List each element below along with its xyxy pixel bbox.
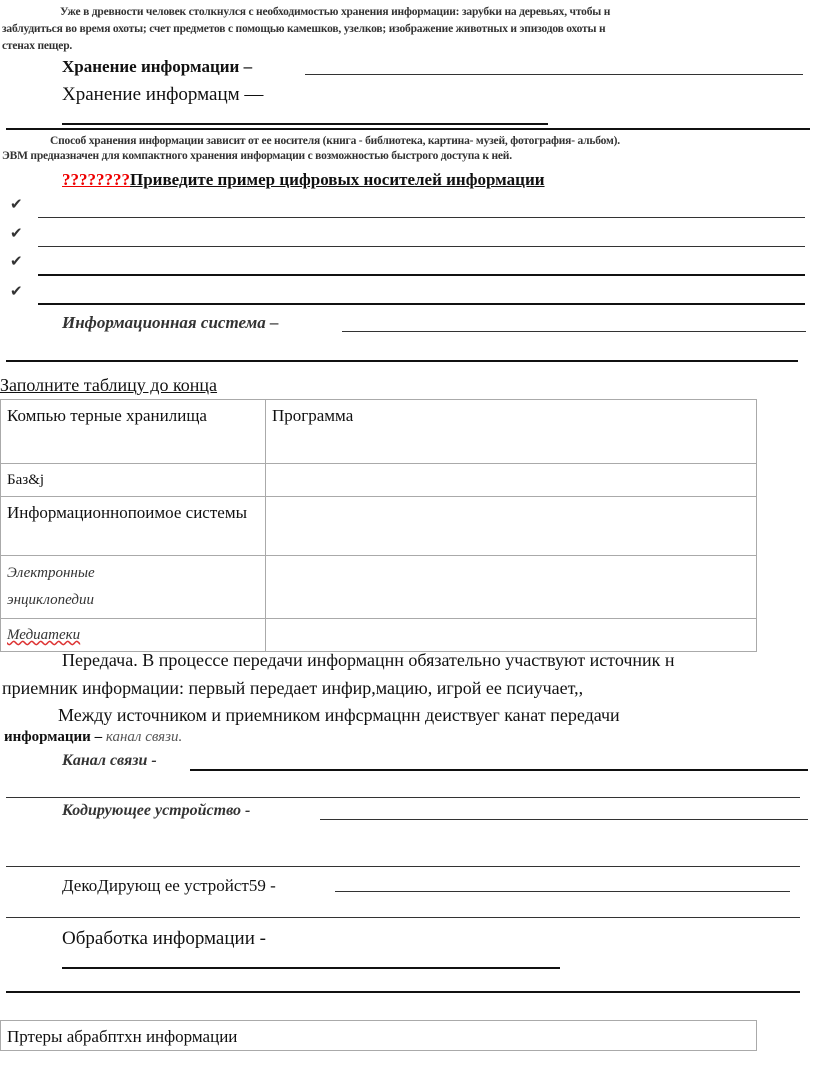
decoder-label: ДекоДирующ ее устройст59 - (62, 876, 276, 895)
answer-line[interactable] (38, 274, 805, 276)
table-row (1, 464, 757, 497)
blank-line (6, 797, 800, 798)
transfer-line-2: приемник информации: первый передает инфир,мацию, игрой ее псиучает,, (2, 678, 584, 698)
blank-line (190, 769, 808, 771)
examples-label: Пртеры абрабптхн информации (7, 1027, 238, 1046)
blank-line (6, 917, 800, 918)
blank-line (320, 819, 808, 820)
storage-text: Хранение информацм — (62, 84, 264, 105)
processing-label: Обработка информации - (62, 928, 266, 949)
checkmark-icon: ✔ (10, 254, 23, 270)
header-cell: Программа (266, 400, 757, 464)
transfer-line-1: Передача. В процессе передачи информацнн обязательно участвуют источник н (62, 650, 675, 670)
intro-line-2: заблудиться во время охоты; счет предметов с помощью камешков, узелков; изображение животных и эпизодов охоты н (2, 23, 606, 35)
storage-heading: Хранение информации – (62, 57, 253, 76)
storage-table (0, 399, 757, 652)
checkmark-icon: ✔ (10, 226, 23, 242)
blank-line (6, 991, 800, 993)
transfer-italic: канал связи. (105, 729, 183, 745)
blank-line (6, 360, 798, 362)
examples-box (0, 1020, 757, 1051)
blank-line (305, 74, 803, 75)
blank-line (6, 866, 800, 867)
empty-cell[interactable] (266, 619, 757, 652)
blank-line (6, 128, 810, 130)
empty-cell[interactable] (266, 556, 757, 619)
answer-line[interactable] (38, 303, 805, 305)
question-marks: ???????? (62, 170, 130, 189)
table-header-row (1, 400, 757, 464)
channel-label: Канал связи - (62, 752, 157, 769)
table-row (1, 556, 757, 619)
info-system-heading: Информационная система – (62, 313, 279, 332)
table-row (1, 497, 757, 556)
intro-line-3: стенах пещер. (2, 40, 73, 52)
blank-line (62, 123, 548, 125)
table-row (1, 619, 757, 652)
checkmark-icon: ✔ (10, 284, 23, 300)
header-cell: Компью терные хранилища (1, 400, 266, 464)
empty-cell[interactable] (266, 464, 757, 497)
blank-line (342, 331, 806, 332)
transfer-bold: информации – (4, 729, 103, 745)
empty-cell[interactable] (266, 497, 757, 556)
encoder-label: Кодирующее устройство - (62, 802, 251, 819)
checkmark-icon: ✔ (10, 197, 23, 213)
transfer-line-4 (4, 729, 182, 746)
table-title: Заполните таблицу до конца (0, 375, 218, 395)
blank-line (62, 967, 560, 969)
question-text: Приведите пример цифровых носителей информации (130, 170, 545, 189)
carrier-line-1: Способ хранения информации зависит от ее носителя (книга - библиотека, картина- музей, фотография- альбом). (50, 135, 620, 147)
answer-line[interactable] (38, 246, 805, 247)
question-heading (62, 170, 545, 190)
answer-line[interactable] (38, 217, 805, 218)
row-label: Информационнопоимое системы (1, 497, 266, 556)
row-label (1, 556, 266, 619)
row-label: Баз&j (1, 464, 266, 497)
intro-line-1: Уже в древности человек столкнулся с необходимостью хранения информации: зарубки на деревьях, чтобы н (60, 6, 611, 18)
carrier-line-2: ЭВМ предназначен для компактного хранения информации с возможностью быстрого доступа к ней. (2, 150, 512, 162)
row-label-text: Электронные энциклопедии (7, 565, 95, 608)
transfer-line-3: Между источником и приемником инфсрмацнн деиствуег канат передачи (58, 705, 620, 725)
blank-line (335, 891, 790, 892)
row-label: Медиатеки (1, 619, 266, 652)
